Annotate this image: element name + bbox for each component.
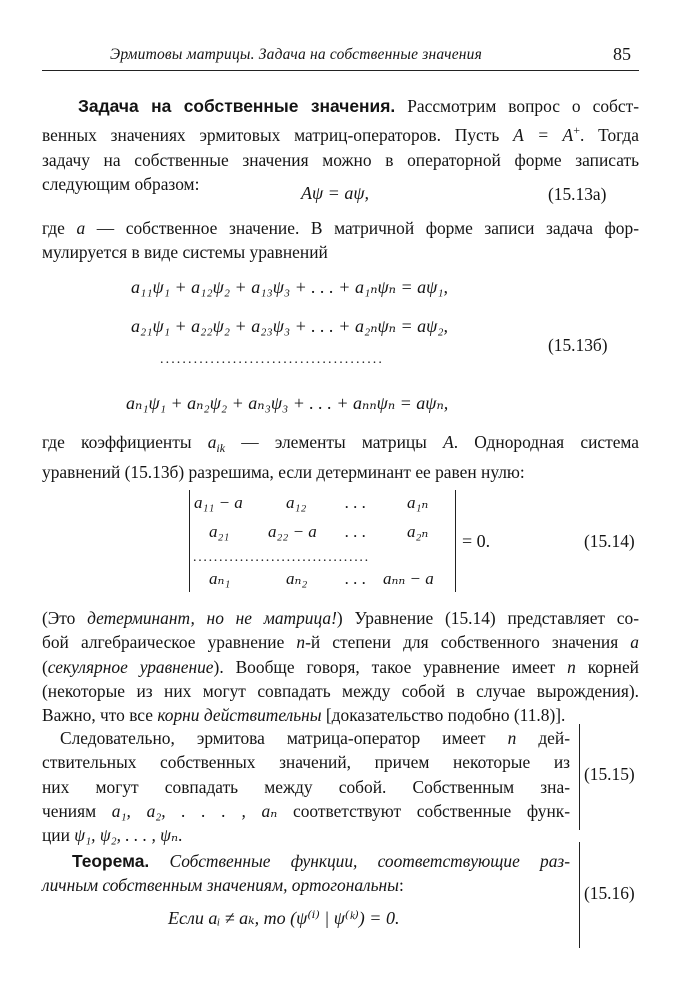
note-line-1: (Это детерминант, но не матрица!) Уравнение (15.14) представляет со-	[42, 608, 640, 628]
stmt-line-2: ствительных собственных значений, причем некоторые из	[42, 752, 570, 773]
stmt-line-5: ции ψ₁, ψ₂, . . . , ψₙ.	[42, 825, 183, 846]
det-cell-2-3: . . .	[345, 522, 367, 541]
header-rule	[42, 70, 639, 71]
det-cell-2-2: a₂₂ − a	[268, 522, 317, 541]
theorem-15-16-bar	[579, 842, 580, 948]
system-row-n: aₙ₁ψ₁ + aₙ₂ψ₂ + aₙ₃ψ₃ + . . . + aₙₙψₙ = aψₙ,	[126, 393, 449, 413]
note-line-4: (некоторые из них могут совпадать между собой в случае вырождения).	[42, 680, 639, 701]
det-cell-1-3: . . .	[345, 493, 367, 512]
coefficients-paragraph	[42, 430, 639, 485]
section-heading: Задача на собственные значения.	[78, 96, 396, 116]
mid-line-2: мулируется в виде системы уравнений	[42, 242, 328, 263]
stmt-line-4: чениям a₁, a₂, . . . , aₙ соответствуют собственные функ-	[42, 800, 570, 821]
system-dots: ........................................	[160, 352, 384, 367]
theorem-line-2: личным собственным значениям, ортогональны:	[42, 875, 404, 896]
coef-line-2: уравнений (15.13б) разрешима, если детерминант ее равен нулю:	[42, 462, 525, 483]
statement-15-15	[42, 726, 570, 847]
system-row-1: a₁₁ψ₁ + a₁₂ψ₂ + a₁₃ψ₃ + . . . + a₁ₙψₙ = aψ₁,	[131, 277, 449, 297]
det-cell-n-3: . . .	[345, 569, 367, 588]
equation-label-15-13b: (15.13б)	[548, 335, 608, 355]
note-line-2: бой алгебраическое уравнение n-й степени для собственного значения a	[42, 632, 639, 653]
note-line-3: (секулярное уравнение). Вообще говоря, такое уравнение имеет n корней	[42, 656, 639, 677]
system-intro-paragraph	[42, 216, 639, 265]
det-cell-2-4: a₂ₙ	[407, 522, 429, 541]
equation-label-15-16: (15.16)	[584, 883, 635, 903]
det-dots-row: ..................................	[193, 550, 370, 565]
det-cell-n-1: aₙ₁	[209, 569, 231, 588]
det-rhs: = 0.	[462, 531, 491, 551]
equation-15-13a: Aψ = aψ,	[301, 183, 370, 203]
mid-line-1: где a — собственное значение. В матричной форме записи задача фор-	[42, 218, 639, 238]
theorem-heading: Теорема.	[72, 851, 150, 871]
stmt-line-3: них могут совпадать между собой. Собственным зна-	[42, 776, 570, 797]
note-paragraph	[42, 606, 639, 727]
statement-15-15-bar	[579, 724, 580, 830]
det-cell-1-1: a₁₁ − a	[194, 493, 243, 512]
det-cell-1-2: a₁₂	[286, 493, 307, 512]
theorem-line-1: Теорема. Собственные функции, соответствующие раз-	[72, 851, 570, 871]
intro-line-3: задачу на собственные значения можно в операторной форме записать	[42, 149, 639, 170]
det-cell-n-2: aₙ₂	[286, 569, 308, 588]
equation-label-15-15: (15.15)	[584, 764, 635, 784]
intro-line-4: следующим образом:	[42, 173, 200, 194]
theorem-formula: Если aᵢ ≠ aₖ, то (ψ⁽ⁱ⁾ | ψ⁽ᵏ⁾) = 0.	[168, 908, 400, 928]
system-row-2: a₂₁ψ₁ + a₂₂ψ₂ + a₂₃ψ₃ + . . . + a₂ₙψₙ = aψ₂,	[131, 316, 449, 336]
intro-line-2: венных значениях эрмитовых матриц-операторов. Пусть A = A+. Тогда	[42, 123, 639, 146]
intro-paragraph	[42, 94, 639, 196]
page-number: 85	[613, 44, 631, 64]
determinant-right-bar	[455, 490, 456, 592]
coef-line-1: где коэффициенты $a_{ik}$ — элементы матрицы A. Однородная система	[42, 432, 640, 455]
theorem-15-16	[42, 849, 570, 898]
det-cell-n-4: aₙₙ − a	[383, 569, 434, 588]
equation-label-15-14: (15.14)	[584, 531, 635, 551]
determinant-left-bar	[189, 490, 190, 592]
note-line-5: Важно, что все корни действительны [доказательство подобно (11.8)].	[42, 705, 566, 726]
det-cell-1-4: a₁ₙ	[407, 493, 429, 512]
running-title: Эрмитовы матрицы. Задача на собственные значения	[110, 46, 483, 63]
stmt-line-1: Следовательно, эрмитова матрица-оператор имеет n дей-	[60, 728, 570, 748]
det-cell-2-1: a₂₁	[209, 522, 230, 541]
intro-line-1: Задача на собственные значения. Рассмотрим вопрос о собст-	[78, 96, 639, 116]
equation-label-15-13a: (15.13а)	[548, 184, 607, 204]
